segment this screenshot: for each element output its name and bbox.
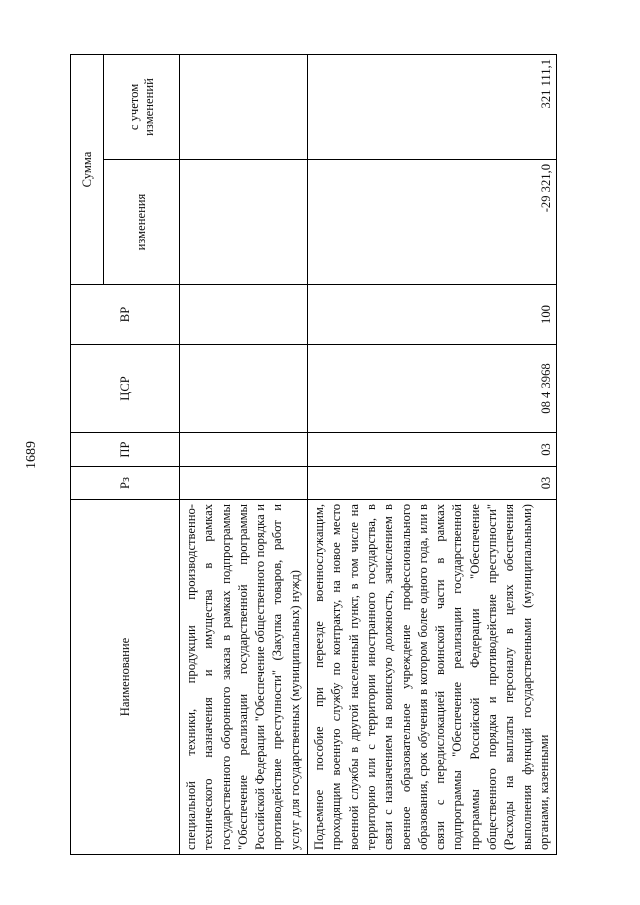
row-pr: 03 bbox=[308, 433, 557, 467]
row-vr bbox=[180, 285, 308, 345]
page-number: 1689 bbox=[24, 441, 39, 469]
row-pr bbox=[180, 433, 308, 467]
row-rz: 03 bbox=[308, 467, 557, 500]
rotated-page bbox=[24, 55, 610, 855]
row-with-change: 321 111,1 bbox=[308, 54, 557, 159]
row-change: -29 321,0 bbox=[308, 160, 557, 285]
budget-table bbox=[70, 54, 557, 855]
header-csr: ЦСР bbox=[71, 345, 180, 433]
header-vr: ВР bbox=[71, 285, 180, 345]
header-pr: ПР bbox=[71, 433, 180, 467]
row-with-change bbox=[180, 54, 308, 159]
row-name: специальной техники, продукции производственно-технического назначения и имущества в рамках государственного оборонного заказа в рамках подпрограммы "Обеспечение реализации государственной программы Российской Федерации "Обеспечение общественного порядка и противодействие преступности" (Закупка товаров, работ и услуг для государственных (муниципальных) нужд) bbox=[180, 500, 308, 855]
row-change bbox=[180, 160, 308, 285]
header-with-change: с учетом изменений bbox=[104, 54, 180, 159]
header-change: изменения bbox=[104, 160, 180, 285]
header-name: Наименование bbox=[71, 500, 180, 855]
table-row bbox=[308, 54, 557, 854]
row-csr bbox=[180, 345, 308, 433]
row-csr: 08 4 3968 bbox=[308, 345, 557, 433]
table-row bbox=[180, 54, 308, 854]
row-rz bbox=[180, 467, 308, 500]
header-rz: Рз bbox=[71, 467, 180, 500]
row-name: Подъемное пособие при переезде военнослужащим, проходящим военную службу по контракту, на новое место военной службы в другой населенный пункт, в том числе на территорию или с территории иностранного государства, в связи с назначением на воинскую должность, зачислением в военное образовательное учреждение профессионального образования, срок обучения в котором более одного года, или в связи с передислокацией воинской части в рамках подпрограммы "Обеспечение реализации государственной программы Российской Федерации "Обеспечение общественного порядка и противодействие преступности" (Расходы на выплаты персоналу в целях обеспечения выполнения функций государственными (муниципальными) органами, казенными bbox=[308, 500, 557, 855]
header-sum: Сумма bbox=[71, 54, 104, 284]
row-vr: 100 bbox=[308, 285, 557, 345]
